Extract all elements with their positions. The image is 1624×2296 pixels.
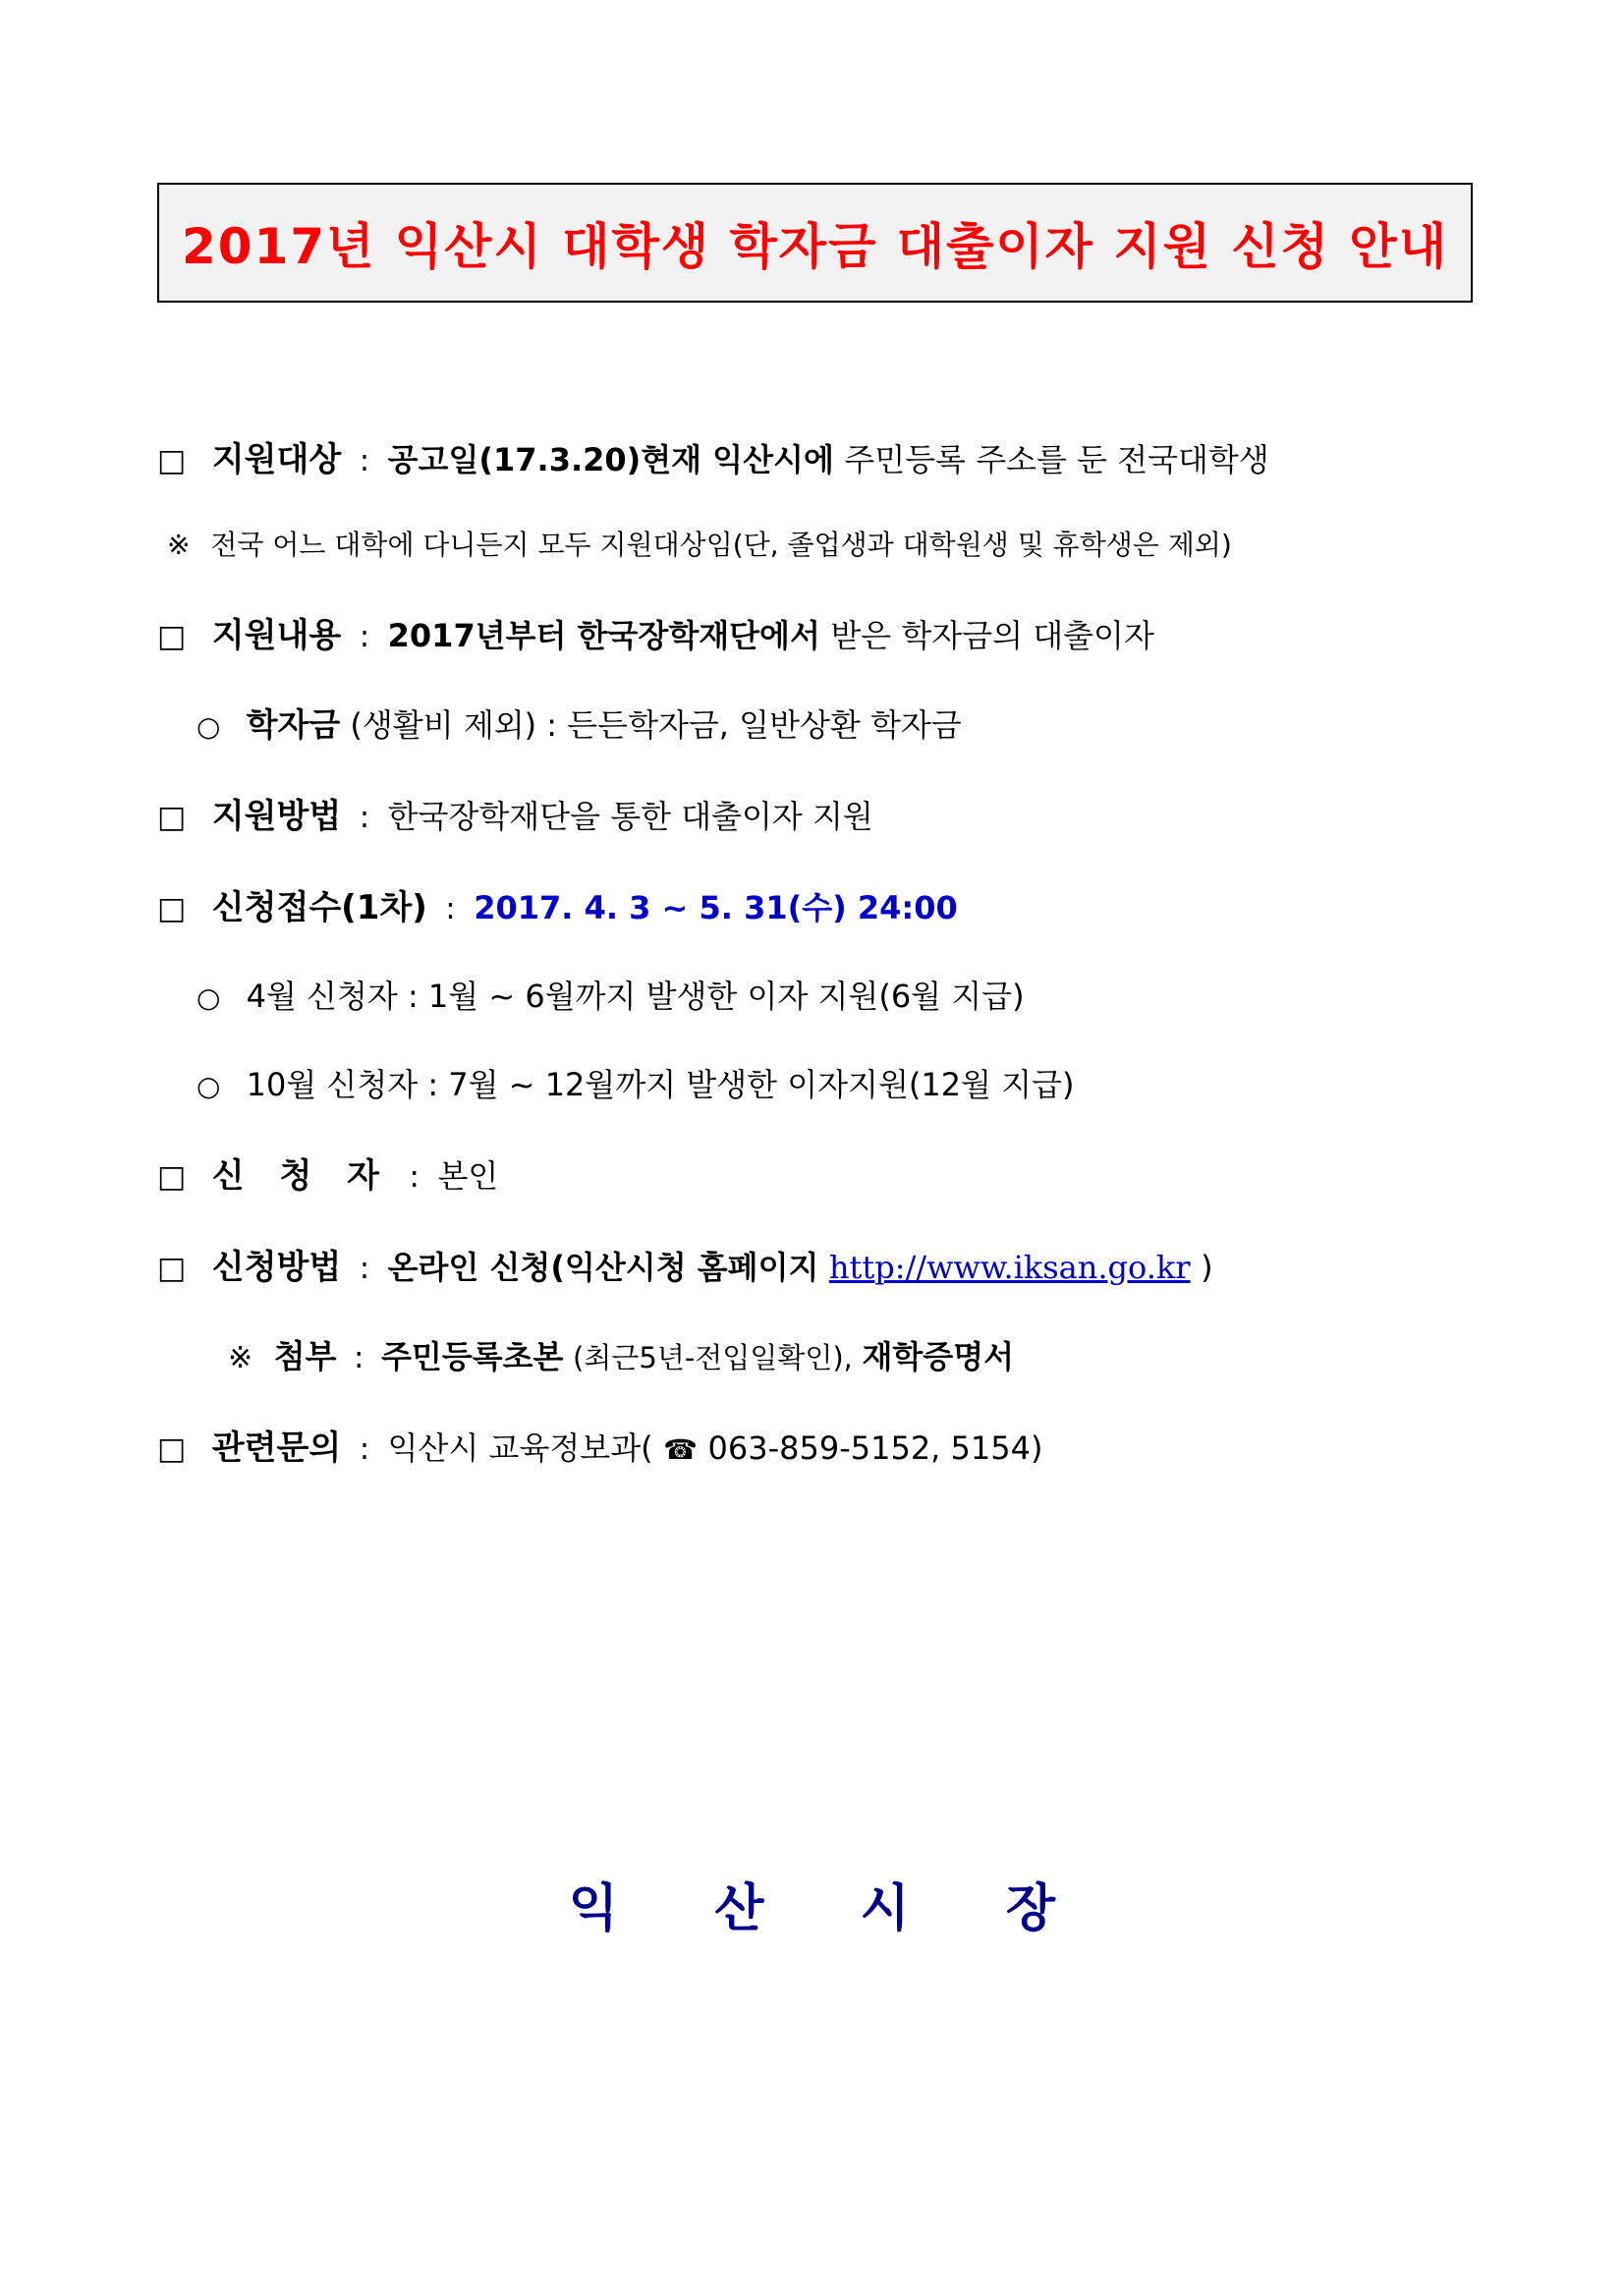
colon: : (359, 1431, 370, 1467)
circle-bullet-icon: ○ (196, 710, 221, 743)
section-inquiry-label: 관련문의 (211, 1428, 342, 1468)
colon: : (359, 1251, 370, 1286)
colon: : (445, 891, 456, 926)
signature-block (0, 1867, 1624, 1940)
section-howto-value-end: ) (1201, 1249, 1213, 1286)
section-attachment (228, 1331, 1624, 1377)
section-target-note-text: 전국 어느 대학에 다니든지 모두 지원대상임(단, 졸업생과 대학원생 및 휴학생은 제외) (210, 529, 1232, 561)
checkbox-square-icon: □ (157, 619, 187, 654)
attachment-item-1: 주민등록초본 (381, 1338, 564, 1375)
title-banner (157, 183, 1473, 303)
section-apply-label: 신청접수(1차) (211, 888, 427, 927)
section-target-value-rest: 주민등록 주소를 둔 전국대학생 (844, 441, 1269, 478)
checkbox-square-icon: □ (157, 1159, 187, 1195)
subitem-label: 학자금 (246, 705, 341, 744)
reference-mark-icon: ※ (228, 1341, 253, 1375)
document-body (0, 432, 1624, 1512)
subitem-text: 10월 신청자 : 7월 ~ 12월까지 발생한 이자지원(12월 지급) (246, 1066, 1075, 1103)
checkbox-square-icon: □ (157, 443, 187, 478)
subitem-text: (생활비 제외) : 든든학자금, 일반상환 학자금 (350, 706, 962, 744)
telephone-icon: ☎ (663, 1433, 698, 1466)
iksan-homepage-link[interactable]: http://www.iksan.go.kr (828, 1249, 1191, 1286)
attachment-label: 첨부 (273, 1337, 337, 1375)
colon: : (359, 443, 370, 478)
section-target-note (167, 524, 1624, 563)
colon: : (359, 800, 370, 835)
section-method-value: 한국장학재단을 통한 대출이자 지원 (387, 798, 873, 835)
colon: : (354, 1340, 364, 1375)
section-content-label: 지원내용 (211, 616, 342, 655)
colon: : (409, 1159, 420, 1195)
section-howto-label: 신청방법 (211, 1248, 342, 1287)
section-howto (157, 1240, 1624, 1288)
checkbox-square-icon: □ (157, 1251, 187, 1286)
page-title: 2017년 익산시 대학생 학자금 대출이자 지원 신청 안내 (181, 218, 1448, 275)
section-content-value-bold: 2017년부터 한국장학재단에서 (387, 617, 820, 654)
checkbox-square-icon: □ (157, 891, 187, 926)
circle-bullet-icon: ○ (196, 1070, 221, 1102)
section-inquiry-value-pre: 익산시 교육정보과( (387, 1429, 653, 1467)
section-apply-period (157, 880, 1624, 928)
subitem-text: 4월 신청자 : 1월 ~ 6월까지 발생한 이자 지원(6월 지급) (246, 978, 1025, 1015)
section-applicant-value: 본인 (437, 1157, 499, 1195)
section-applicant (157, 1148, 1624, 1197)
checkbox-square-icon: □ (157, 800, 187, 835)
section-inquiry-phone: 063-859-5152, 5154) (707, 1429, 1043, 1467)
section-apply-value: 2017. 4. 3 ~ 5. 31(수) 24:00 (474, 889, 958, 926)
section-apply-subitem-october (196, 1060, 1624, 1105)
section-target (157, 432, 1624, 480)
section-content-subitem (196, 700, 1624, 746)
colon: : (359, 619, 370, 654)
issuer-name: 익 산 시 장 (568, 1879, 1095, 1938)
section-inquiry (157, 1421, 1624, 1469)
checkbox-square-icon: □ (157, 1431, 187, 1467)
section-target-value-bold: 공고일(17.3.20)현재 익산시에 (387, 441, 834, 478)
section-applicant-label: 신 청 자 (211, 1156, 392, 1196)
section-method (157, 789, 1624, 837)
attachment-item-2: 재학증명서 (862, 1338, 1015, 1375)
section-content-value-rest: 받은 학자금의 대출이자 (830, 617, 1154, 654)
section-apply-subitem-april (196, 972, 1624, 1017)
section-method-label: 지원방법 (211, 797, 342, 836)
attachment-item-1-note: (최근5년-전입일확인), (573, 1341, 853, 1374)
section-howto-value-bold: 온라인 신청(익산시청 홈페이지 (387, 1249, 819, 1286)
reference-mark-icon: ※ (167, 529, 191, 561)
circle-bullet-icon: ○ (196, 981, 221, 1014)
section-content (157, 608, 1624, 656)
section-target-label: 지원대상 (211, 440, 342, 479)
